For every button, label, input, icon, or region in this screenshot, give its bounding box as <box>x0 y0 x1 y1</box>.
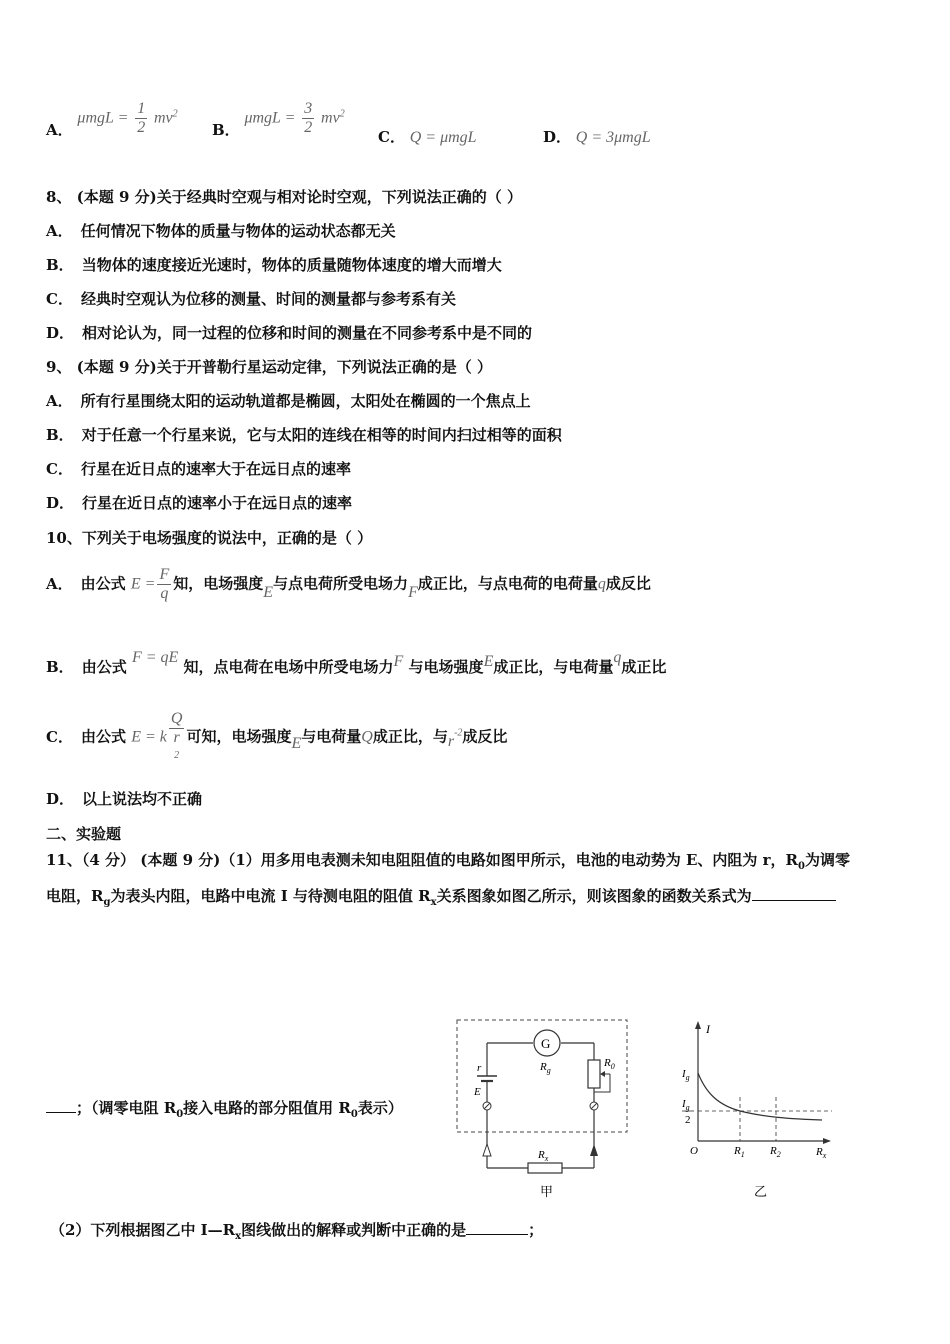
q7-option-a: A． μmgL = $\frac{1}{2}$ $mv^2$ <box>46 100 178 139</box>
rx-resistor <box>528 1163 562 1173</box>
q8-option-a: A． 任何情况下物体的质量与物体的运动状态都无关 <box>46 222 396 240</box>
graph-curve <box>698 1073 822 1120</box>
q8-option-b: B． 当物体的速度接近光速时，物体的质量随物体速度的增大而增大 <box>46 256 502 274</box>
q11-answer-blank-1-cont[interactable] <box>46 1112 76 1113</box>
galvanometer-label: G <box>541 1036 551 1051</box>
graph-x-label: $R_x$ <box>816 1146 827 1160</box>
q11-line3: ；（调零电阻 $R_0$接入电路的部分阻值用 $R_0$表示） <box>46 1097 403 1120</box>
q7-option-b: B． μmgL = $\frac{3}{2}$ $mv^2$ <box>212 100 345 139</box>
q10-c-formula-fraction: Q r 2 <box>170 710 183 761</box>
q11-answer-blank-2[interactable] <box>466 1234 528 1235</box>
q9-option-c: C． 行星在近日点的速率大于在远日点的速率 <box>46 460 351 478</box>
q8-option-d: D． 相对论认为，同一过程的位移和时间的测量在不同参考系中是不同的 <box>46 324 533 342</box>
q9-option-a: A． 所有行星围绕太阳的运动轨道都是椭圆，太阳处在椭圆的一个焦点上 <box>46 392 531 410</box>
q11-line1: 11、（4 分） (本题 9 分)（1）用多用电表测未知电阻阻值的电路如图甲所示，电池的电动势为 E、内阻为 r，$R_0$为调零 <box>46 851 851 872</box>
e-label: E <box>474 1086 481 1098</box>
q10-option-d: D． 以上说法均不正确 <box>46 790 203 808</box>
graph-y-label: I <box>706 1022 710 1036</box>
q7-option-d-formula: Q = 3μmgL <box>575 129 651 146</box>
q7-option-d <box>543 126 651 147</box>
q9-option-d: D． 行星在近日点的速率小于在远日点的速率 <box>46 494 353 512</box>
graph-r2-label: $R_2$ <box>770 1145 781 1159</box>
graph-ig-label: $I_g$ <box>682 1068 690 1082</box>
q10-a-formula-lhs: E = <box>130 575 156 593</box>
q9-stem: 9、 (本题 9 分)关于开普勒行星运动定律，下列说法正确的是（ ） <box>46 358 492 376</box>
q7-options-row <box>46 100 178 137</box>
q10-a-formula-fraction: $\frac{F}{q}$ <box>159 566 170 602</box>
q8-option-c: C． 经典时空观认为位移的测量、时间的测量都与参考系有关 <box>46 290 456 308</box>
q10-c-formula-lhs: E = k <box>131 728 167 746</box>
q7-option-b-lhs: μmgL = <box>244 109 296 127</box>
rg-label: $R_g$ <box>540 1061 551 1075</box>
graph-ig-half-den: 2 <box>685 1114 691 1126</box>
q7-option-b-label: B． <box>212 120 240 139</box>
q7-option-b-fraction: $\frac{3}{2}$ <box>304 100 313 136</box>
graph-ig-half-num: $I_g$ <box>682 1098 690 1112</box>
circuit-diagram-jia <box>450 1010 640 1200</box>
q10-option-b: B． 由公式 F = qE 知，点电荷在电场中所受电场力F 与电场强度E成正比，与电荷量q成正比 <box>46 649 667 676</box>
q7-option-c <box>378 126 477 147</box>
q9-option-b: B． 对于任意一个行星来说，它与太阳的连线在相等的时间内扫过相等的面积 <box>46 426 562 444</box>
rx-label: $R_x$ <box>538 1149 549 1163</box>
q7-option-c-label: C． <box>378 128 405 146</box>
q11-answer-blank-1[interactable] <box>752 900 836 901</box>
q10-stem: 10、下列关于电场强度的说法中，正确的是（ ） <box>46 529 373 547</box>
r0-label: $R_0$ <box>604 1057 615 1071</box>
section-title-experiment: 二、实验题 <box>46 825 122 843</box>
graph-yi <box>672 1015 842 1205</box>
q7-option-a-fraction: $\frac{1}{2}$ <box>137 100 146 136</box>
q10-b-formula: F = qE <box>131 649 179 666</box>
q11-part2: （2）下列根据图乙中 $I—R_x$图线做出的解释或判断中正确的是 ； <box>50 1221 544 1242</box>
lead-arrow-left <box>483 1144 491 1156</box>
graph-origin-label: O <box>690 1145 698 1157</box>
figure-jia-caption: 甲 <box>540 1184 554 1199</box>
q8-stem: 8、 (本题 9 分)关于经典时空观与相对论时空观，下列说法正确的（ ） <box>46 188 522 206</box>
q7-option-d-label: D． <box>543 128 572 146</box>
q7-option-c-formula: Q = μmgL <box>409 129 477 146</box>
q11-line2: 电阻，$R_g$为表头内阻，电路中电流 I 与待测电阻的阻值 $R_x$关系图象如图乙所示，则该图象的函数关系式为 <box>46 885 836 908</box>
q10-option-a: A． 由公式 E = $\frac{F}{q}$ 知，电场强度E与点电荷所受电场力F成正比，与点电荷的电荷量q成反比 <box>46 566 651 602</box>
q7-option-b-rhs: mv <box>321 109 340 127</box>
r0-resistor <box>588 1060 600 1088</box>
figure-yi-caption: 乙 <box>754 1184 768 1199</box>
r-label: r <box>477 1062 482 1074</box>
q10-option-c: C． 由公式 E = k Q r 2 可知，电场强度E与电荷量Q成正比，与$r^{-2}$成反比 <box>46 710 507 765</box>
q7-option-a-label: A． <box>46 120 73 139</box>
graph-r1-label: $R_1$ <box>734 1145 745 1159</box>
q7-option-a-lhs: μmgL = <box>77 109 129 127</box>
q7-option-a-rhs: mv <box>153 109 173 127</box>
lead-arrow-right <box>590 1144 598 1156</box>
